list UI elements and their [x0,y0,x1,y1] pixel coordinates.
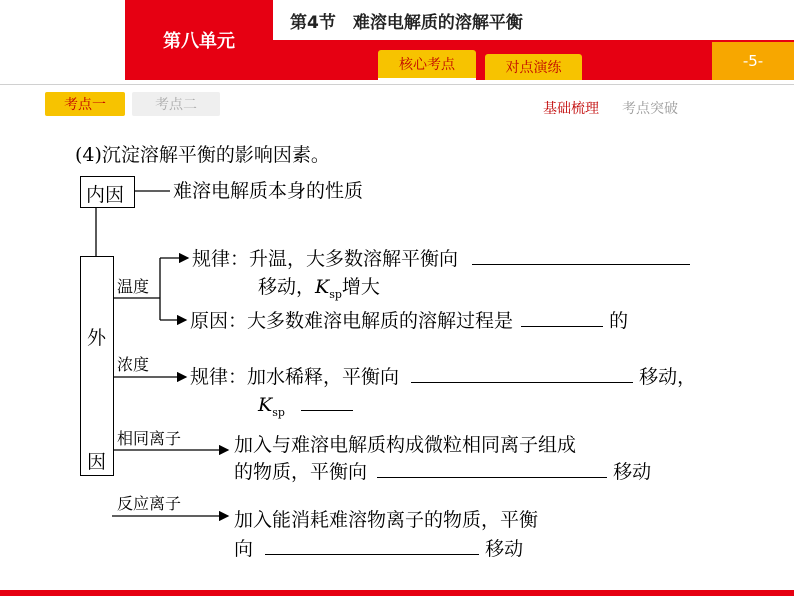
footer-bar [0,590,794,596]
tab-point-two[interactable]: 考点二 [132,92,220,116]
conc-ksp [258,394,353,424]
nav-breakthrough[interactable]: 考点突破 [622,101,678,117]
conc-rule-suffix: 移动， [639,366,697,388]
answer-blank[interactable] [521,310,603,327]
react-ion-label: 反应离子 [117,494,182,513]
conc-rule [190,366,696,388]
answer-blank[interactable] [377,461,607,478]
internal-text: 难溶电解质本身的性质 [173,180,364,202]
temp-rule-line2-suffix: 增大 [341,276,380,298]
external-char-2: 因 [87,451,107,473]
external-box [80,256,114,476]
same-ion-line2-text: 的物质，平衡向 [234,461,368,483]
conc-label: 浓度 [117,355,150,374]
section-title: 第4节 难溶电解质的溶解平衡 [290,13,523,33]
temp-rule [192,248,690,270]
temp-label: 温度 [117,277,150,296]
temp-rule-text: 规律：升温，大多数溶解平衡向 [192,248,459,270]
react-line1: 加入能消耗难溶物离子的物质，平衡 [234,509,539,531]
unit-label: 第八单元 [125,0,273,80]
ksp-symbol: K [315,276,330,298]
same-ion-line1: 加入与难溶电解质构成微粒相同离子组成 [234,434,577,456]
ksp-subscript: sp [272,405,285,419]
answer-blank[interactable] [472,248,690,265]
temp-reason [190,310,628,332]
tab-practice[interactable]: 对点演练 [485,54,582,80]
react-line2-suffix: 移动 [485,538,524,560]
internal-box [80,176,135,208]
conc-rule-text: 规律：加水稀释，平衡向 [190,366,400,388]
ksp-symbol: K [258,394,273,416]
external-char-1: 外 [87,327,107,349]
nav-basic-review[interactable]: 基础梳理 [543,101,599,117]
react-line2 [234,538,523,560]
answer-blank[interactable] [265,538,479,555]
react-line2-text: 向 [234,538,254,560]
same-ion-label: 相同离子 [117,429,182,448]
answer-blank[interactable] [301,394,353,411]
temp-rule-line2-text: 移动， [258,276,316,298]
heading: (4)沉淀溶解平衡的影响因素。 [75,144,330,166]
temp-rule-line2 [258,276,380,306]
page-number: -5- [712,42,794,80]
same-ion-line2 [234,461,651,483]
internal-label: 内因 [86,184,125,206]
temp-reason-suffix: 的 [609,310,629,332]
tab-point-one[interactable]: 考点一 [45,92,125,116]
ksp-subscript: sp [329,287,342,301]
same-ion-line2-suffix: 移动 [613,461,652,483]
answer-blank[interactable] [411,366,633,383]
tab-core-points[interactable]: 核心考点 [378,50,476,80]
temp-reason-text: 原因：大多数难溶电解质的溶解过程是 [190,310,514,332]
